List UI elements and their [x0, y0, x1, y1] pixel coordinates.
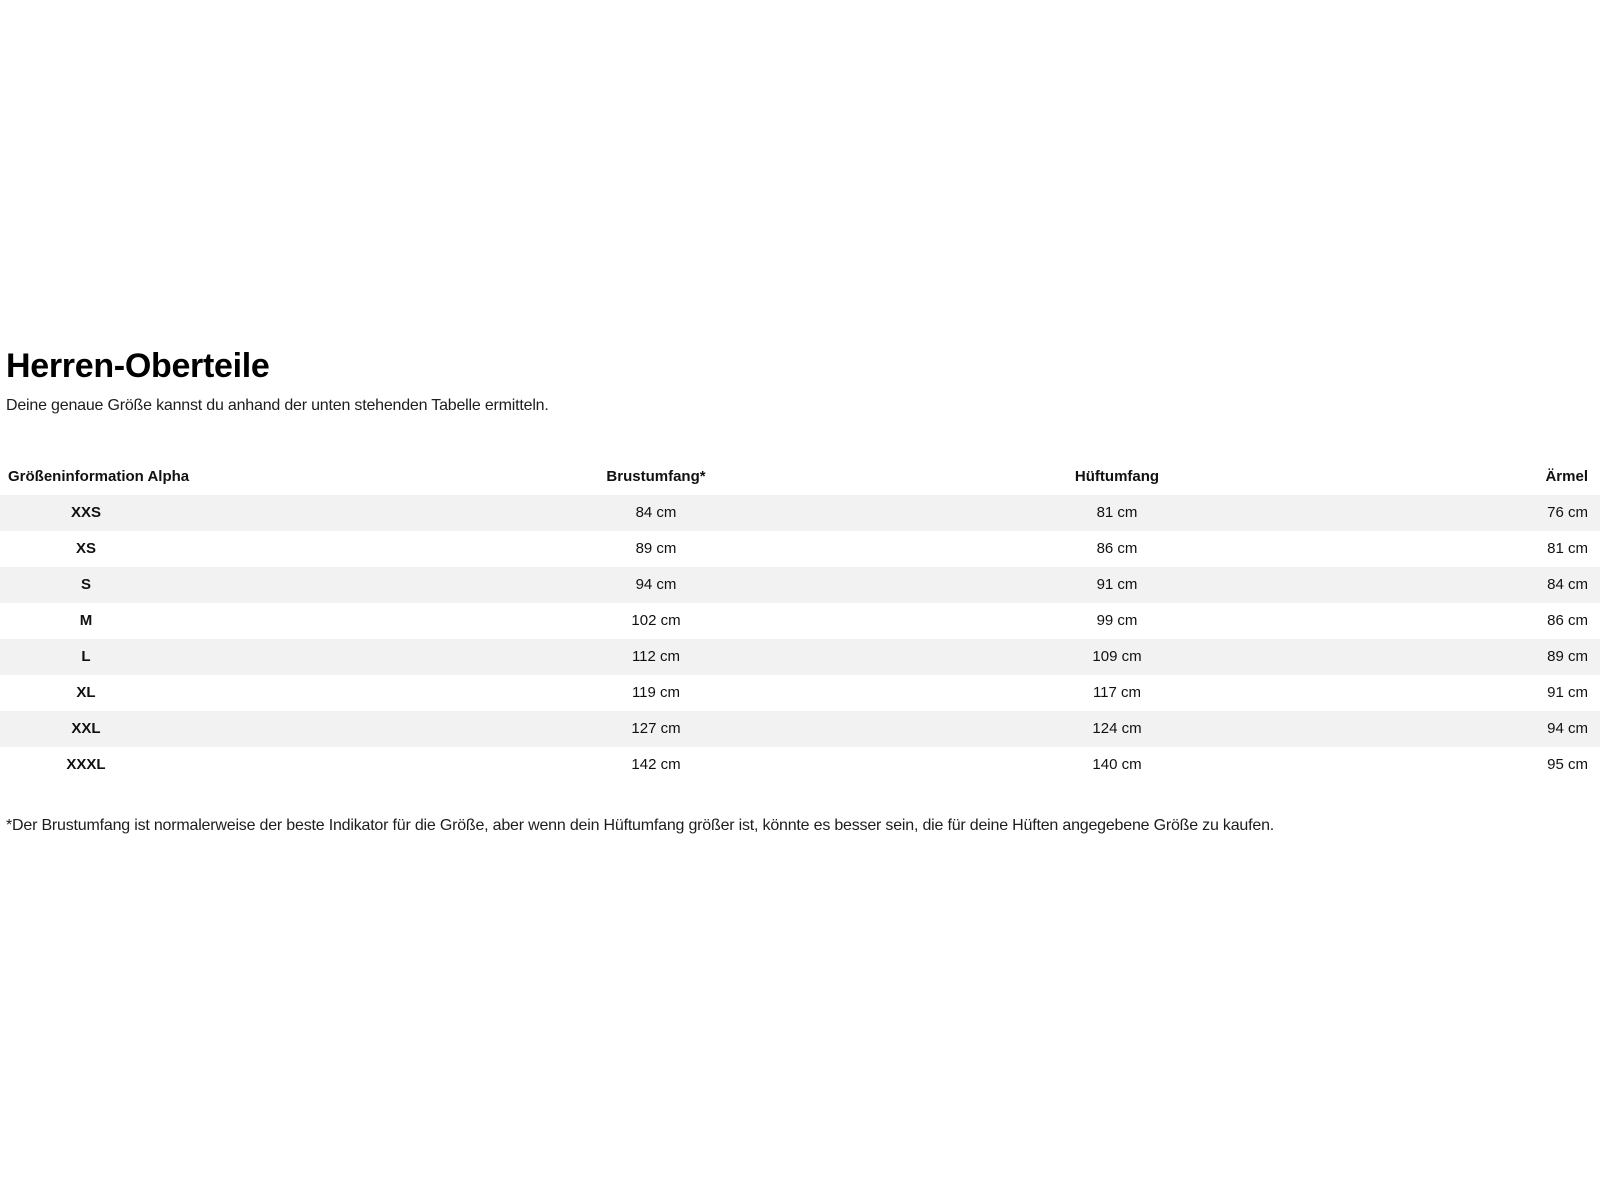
size-cell: M: [79, 612, 93, 629]
page-subtitle: Deine genaue Größe kannst du anhand der unten stehenden Tabelle ermitteln.: [6, 397, 549, 414]
chest-cell: 127 cm: [631, 720, 681, 737]
table-row: [0, 711, 1600, 747]
size-cell: XXS: [70, 504, 101, 521]
page-title: Herren-Oberteile: [6, 347, 270, 385]
sleeve-cell: 95 cm: [1547, 756, 1588, 773]
hip-cell: 117 cm: [1092, 684, 1142, 701]
table-row: [0, 531, 1600, 567]
hip-cell: 140 cm: [1092, 756, 1142, 773]
sleeve-cell: 86 cm: [1547, 612, 1588, 629]
chest-cell: 142 cm: [631, 756, 681, 773]
table-row: [0, 675, 1600, 711]
chest-cell: 112 cm: [631, 648, 681, 665]
size-cell: L: [81, 648, 91, 665]
sleeve-cell: 91 cm: [1547, 684, 1588, 701]
size-cell: XL: [76, 684, 96, 701]
sleeve-cell: 76 cm: [1547, 504, 1588, 521]
sleeve-cell: 84 cm: [1547, 576, 1588, 593]
size-cell: XXXL: [66, 756, 106, 773]
chest-cell: 102 cm: [631, 612, 681, 629]
table-row: [0, 495, 1600, 531]
column-header-sleeve: Ärmel: [1545, 468, 1588, 485]
footnote: *Der Brustumfang ist normalerweise der beste Indikator für die Größe, aber wenn dein Hüftumfang größer ist, könnte es besser sein, die für deine Hüften angegebene Größe zu kaufen.: [6, 817, 1275, 834]
hip-cell: 81 cm: [1096, 504, 1138, 521]
hip-cell: 91 cm: [1096, 576, 1138, 593]
chest-cell: 94 cm: [635, 576, 677, 593]
hip-cell: 124 cm: [1092, 720, 1142, 737]
size-cell: XS: [75, 540, 96, 557]
column-header-size: Größeninformation Alpha: [8, 468, 190, 485]
size-cell: XXL: [71, 720, 101, 737]
table-row: [0, 747, 1600, 783]
hip-cell: 99 cm: [1096, 612, 1138, 629]
sleeve-cell: 81 cm: [1547, 540, 1588, 557]
hip-cell: 86 cm: [1096, 540, 1138, 557]
column-header-hip: Hüftumfang: [1074, 468, 1160, 485]
table-header-row: [0, 459, 1600, 495]
chest-cell: 89 cm: [635, 540, 677, 557]
table-row: [0, 567, 1600, 603]
size-table: [0, 459, 1600, 783]
chest-cell: 84 cm: [635, 504, 677, 521]
sleeve-cell: 89 cm: [1547, 648, 1588, 665]
size-table-body: [0, 495, 1600, 783]
chest-cell: 119 cm: [631, 684, 681, 701]
table-row: [0, 639, 1600, 675]
hip-cell: 109 cm: [1092, 648, 1142, 665]
table-row: [0, 603, 1600, 639]
column-header-chest: Brustumfang*: [606, 468, 706, 485]
size-cell: S: [80, 576, 91, 593]
sleeve-cell: 94 cm: [1547, 720, 1588, 737]
